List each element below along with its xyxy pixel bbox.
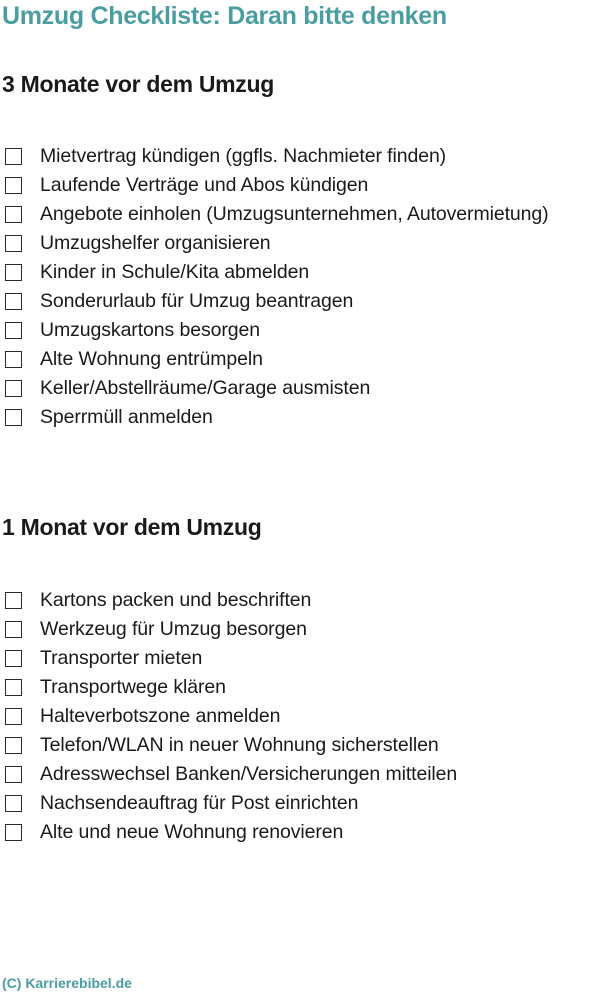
checklist-item[interactable] [0, 374, 549, 403]
checklist-item-label: Alte Wohnung entrümpeln [40, 348, 263, 370]
checkbox[interactable] [5, 737, 22, 754]
checklist-item[interactable] [0, 345, 549, 374]
checklist-item-label: Angebote einholen (Umzugsunternehmen, Autovermietung) [40, 203, 549, 225]
checkbox[interactable] [5, 708, 22, 725]
checklist-item-label: Umzugskartons besorgen [40, 319, 260, 341]
checklist-item[interactable] [0, 403, 549, 432]
checklist-item-label: Transportwege klären [40, 676, 226, 698]
checkbox[interactable] [5, 679, 22, 696]
checkbox[interactable] [5, 322, 22, 339]
checklist-item-label: Sonderurlaub für Umzug beantragen [40, 290, 354, 312]
checkbox[interactable] [5, 206, 22, 223]
checklist-item[interactable] [0, 818, 457, 847]
checklist-item-label: Werkzeug für Umzug besorgen [40, 618, 307, 640]
checkbox[interactable] [5, 177, 22, 194]
checklist-item[interactable] [0, 702, 457, 731]
checkbox[interactable] [5, 824, 22, 841]
checklist-item[interactable] [0, 287, 549, 316]
checklist-item-label: Mietvertrag kündigen (ggfls. Nachmieter finden) [40, 145, 447, 167]
checkbox[interactable] [5, 766, 22, 783]
page-title: Umzug Checkliste: Daran bitte denken [2, 2, 447, 30]
checklist-item[interactable] [0, 760, 457, 789]
checkbox[interactable] [5, 621, 22, 638]
checklist-item[interactable] [0, 258, 549, 287]
checklist-3-months [0, 142, 549, 432]
checklist-item[interactable] [0, 789, 457, 818]
checkbox[interactable] [5, 293, 22, 310]
checklist-item-label: Laufende Verträge und Abos kündigen [40, 174, 369, 196]
checkbox[interactable] [5, 795, 22, 812]
section-heading-3-months: 3 Monate vor dem Umzug [2, 71, 274, 97]
checkbox[interactable] [5, 592, 22, 609]
checklist-item-label: Telefon/WLAN in neuer Wohnung sicherstellen [40, 734, 439, 756]
checklist-item-label: Adresswechsel Banken/Versicherungen mitteilen [40, 763, 458, 785]
checklist-item[interactable] [0, 673, 457, 702]
checklist-item[interactable] [0, 615, 457, 644]
checklist-item-label: Kartons packen und beschriften [40, 589, 312, 611]
checklist-item-label: Sperrmüll anmelden [40, 406, 213, 428]
checklist-item[interactable] [0, 142, 549, 171]
checklist-item-label: Halteverbotszone anmelden [40, 705, 281, 727]
checklist-item-label: Keller/Abstellräume/Garage ausmisten [40, 377, 371, 399]
checkbox[interactable] [5, 235, 22, 252]
checklist-item[interactable] [0, 731, 457, 760]
checkbox[interactable] [5, 148, 22, 165]
checklist-item[interactable] [0, 316, 549, 345]
checklist-item[interactable] [0, 644, 457, 673]
checkbox[interactable] [5, 264, 22, 281]
checklist-item-label: Alte und neue Wohnung renovieren [40, 821, 344, 843]
checklist-1-month [0, 586, 457, 847]
checkbox[interactable] [5, 351, 22, 368]
section-heading-1-month: 1 Monat vor dem Umzug [2, 514, 262, 540]
checklist-item-label: Transporter mieten [40, 647, 203, 669]
checklist-item[interactable] [0, 200, 549, 229]
checklist-item-label: Kinder in Schule/Kita abmelden [40, 261, 310, 283]
checklist-item-label: Nachsendeauftrag für Post einrichten [40, 792, 359, 814]
checklist-item[interactable] [0, 586, 457, 615]
checkbox[interactable] [5, 380, 22, 397]
checkbox[interactable] [5, 650, 22, 667]
checklist-item[interactable] [0, 229, 549, 258]
footer-credit: (C) Karrierebibel.de [2, 975, 132, 991]
checklist-item[interactable] [0, 171, 549, 200]
checklist-item-label: Umzugshelfer organisieren [40, 232, 271, 254]
checkbox[interactable] [5, 409, 22, 426]
